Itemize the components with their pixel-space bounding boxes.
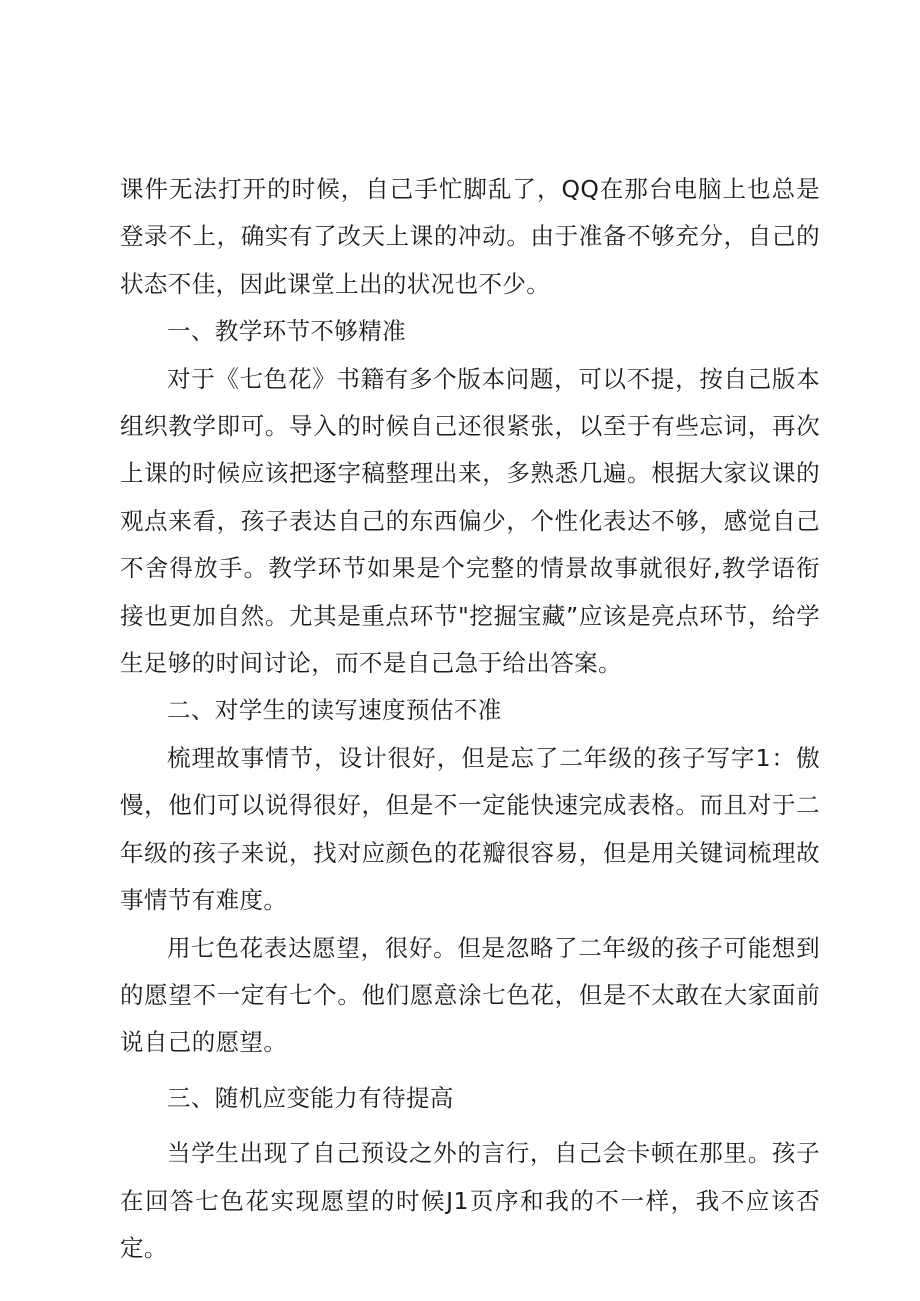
paragraph-gap (120, 1067, 820, 1075)
paragraph-adaptability: 当学生出现了自己预设之外的言行，自己会卡顿在那里。孩子在回答七色花实现愿望的时候J1页序和我的不一样，我不应该否定。 (120, 1139, 820, 1262)
paragraph-wishes: 用七色花表达愿望，很好。但是忽略了二年级的孩子可能想到的愿望不一定有七个。他们愿意涂七色花，但是不太敢在大家面前说自己的愿望。 (120, 933, 820, 1057)
paragraph-gap (120, 1122, 820, 1130)
section-heading-2: 二、对学生的读写速度预估不准 (167, 696, 502, 725)
section-heading-1: 一、教学环节不够精准 (167, 317, 406, 346)
paragraph-writing-speed: 梳理故事情节，设计很好，但是忘了二年级的孩子写字1：傲慢，他们可以说得很好，但是不一定能快速完成表格。而且对于二年级的孩子来说，找对应颜色的花瓣很容易，但是用关键词梳理故事情节有难度。 (120, 743, 820, 915)
paragraph-continuation: 课件无法打开的时候，自己手忙脚乱了，QQ在那台电脑上也总是登录不上，确实有了改天上课的冲动。由于准备不够充分，自己的状态不佳，因此课堂上出的状况也不少。 (120, 175, 820, 298)
document-body (120, 166, 820, 1272)
paragraph-teaching-steps: 对于《七色花》书籍有多个版本问题，可以不提，按自己版本组织教学即可。导入的时候自己还很紧张，以至于有些忘词，再次上课的时候应该把逐字稿整理出来，多熟悉几遍。根据大家议课的观点来看，孩子表达自己的东西偏少，个性化表达不够，感觉自己不舍得放手。教学环节如果是个完整的情景故事就很好,教学语衔接也更加自然。尤其是重点环节"挖掘宝藏”应该是亮点环节，给学生足够的时间讨论，而不是自己急于给出答案。 (120, 364, 820, 678)
section-heading-3: 三、随机应变能力有待提高 (167, 1083, 454, 1112)
